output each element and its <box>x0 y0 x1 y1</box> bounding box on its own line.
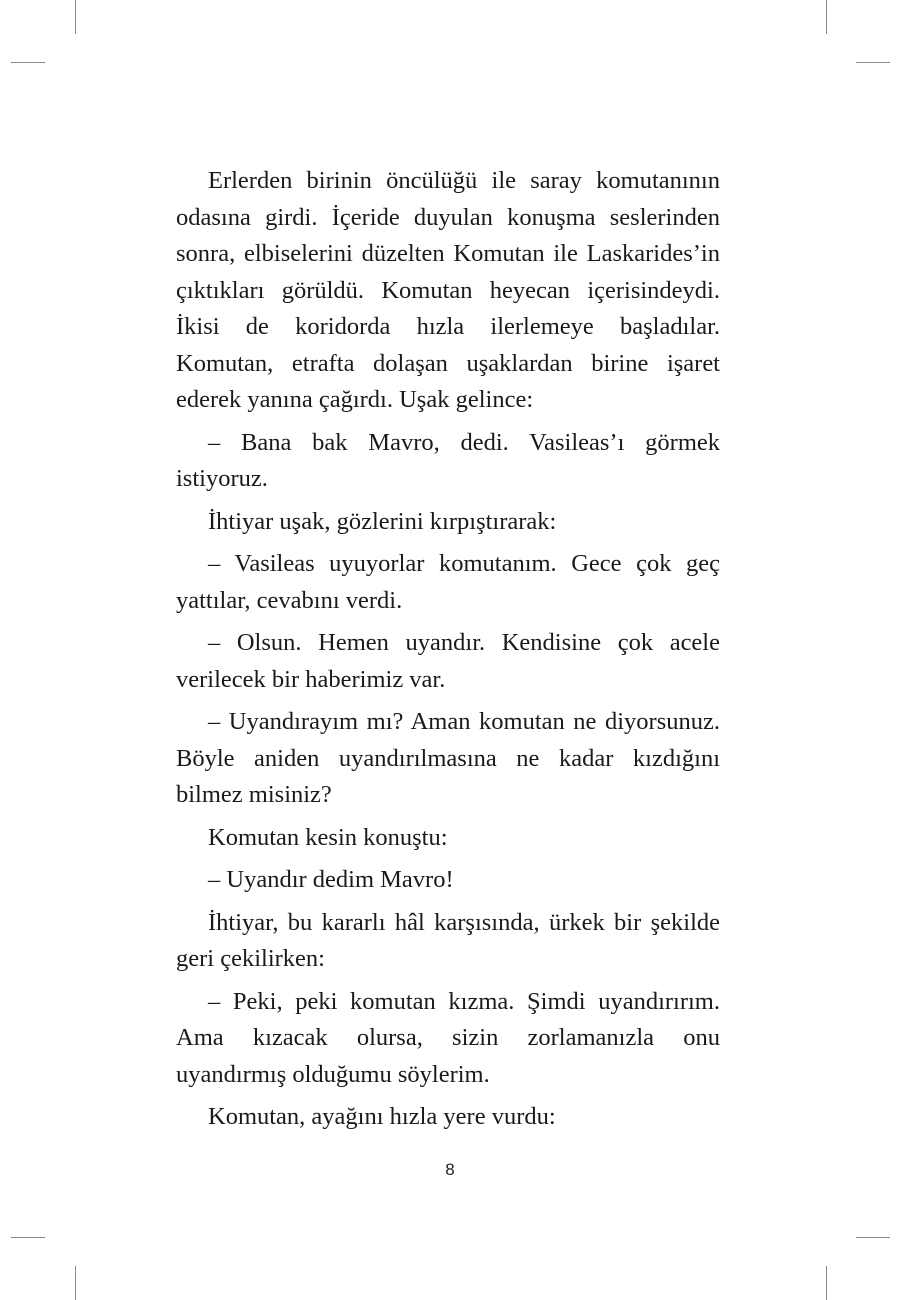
page-number: 8 <box>445 1160 455 1179</box>
paragraph: Erlerden birinin öncülüğü ile saray komutanının odasına girdi. İçeride duyulan konuşma seslerinden sonra, elbiselerini düzelten Komutan ile Laskarides’in çıktıkları görüldü. Komutan heyecan içerisindeydi. İkisi de koridorda hızla ilerlemeye başladılar. Komutan, etrafta dolaşan uşaklardan birine işaret ederek yanına çağırdı. Uşak gelince: <box>176 167 720 413</box>
paragraph: – Vasileas uyuyorlar komutanım. Gece çok geç yattılar, cevabını verdi. <box>176 550 720 614</box>
crop-mark-top-right-vertical <box>826 0 827 34</box>
crop-mark-top-left-vertical <box>75 0 76 34</box>
paragraph: – Uyandırayım mı? Aman komutan ne diyorsunuz. Böyle aniden uyandırılmasına ne kadar kızdığını bilmez misiniz? <box>176 708 720 808</box>
body-text <box>176 163 720 1136</box>
crop-mark-bottom-left-horizontal <box>11 1237 45 1238</box>
paragraph: Komutan kesin konuştu: <box>208 823 448 851</box>
paragraph: İhtiyar, bu kararlı hâl karşısında, ürkek bir şekilde geri çekilirken: <box>176 908 720 972</box>
paragraph: – Uyandır dedim Mavro! <box>208 866 454 893</box>
paragraph: İhtiyar uşak, gözlerini kırpıştırarak: <box>208 507 557 535</box>
paragraph: – Bana bak Mavro, dedi. Vasileas’ı görmek istiyoruz. <box>176 428 720 492</box>
paragraph: – Olsun. Hemen uyandır. Kendisine çok acele verilecek bir haberimiz var. <box>176 629 720 693</box>
crop-mark-bottom-right-vertical <box>826 1266 827 1300</box>
paragraph: Komutan, ayağını hızla yere vurdu: <box>208 1103 556 1130</box>
crop-mark-bottom-left-vertical <box>75 1266 76 1300</box>
crop-mark-bottom-right-horizontal <box>856 1237 890 1238</box>
crop-mark-top-left-horizontal <box>11 62 45 63</box>
paragraph: – Peki, peki komutan kızma. Şimdi uyandırırım. Ama kızacak olursa, sizin zorlamanızla onu uyandırmış olduğumu söylerim. <box>176 987 720 1088</box>
crop-mark-top-right-horizontal <box>856 62 890 63</box>
